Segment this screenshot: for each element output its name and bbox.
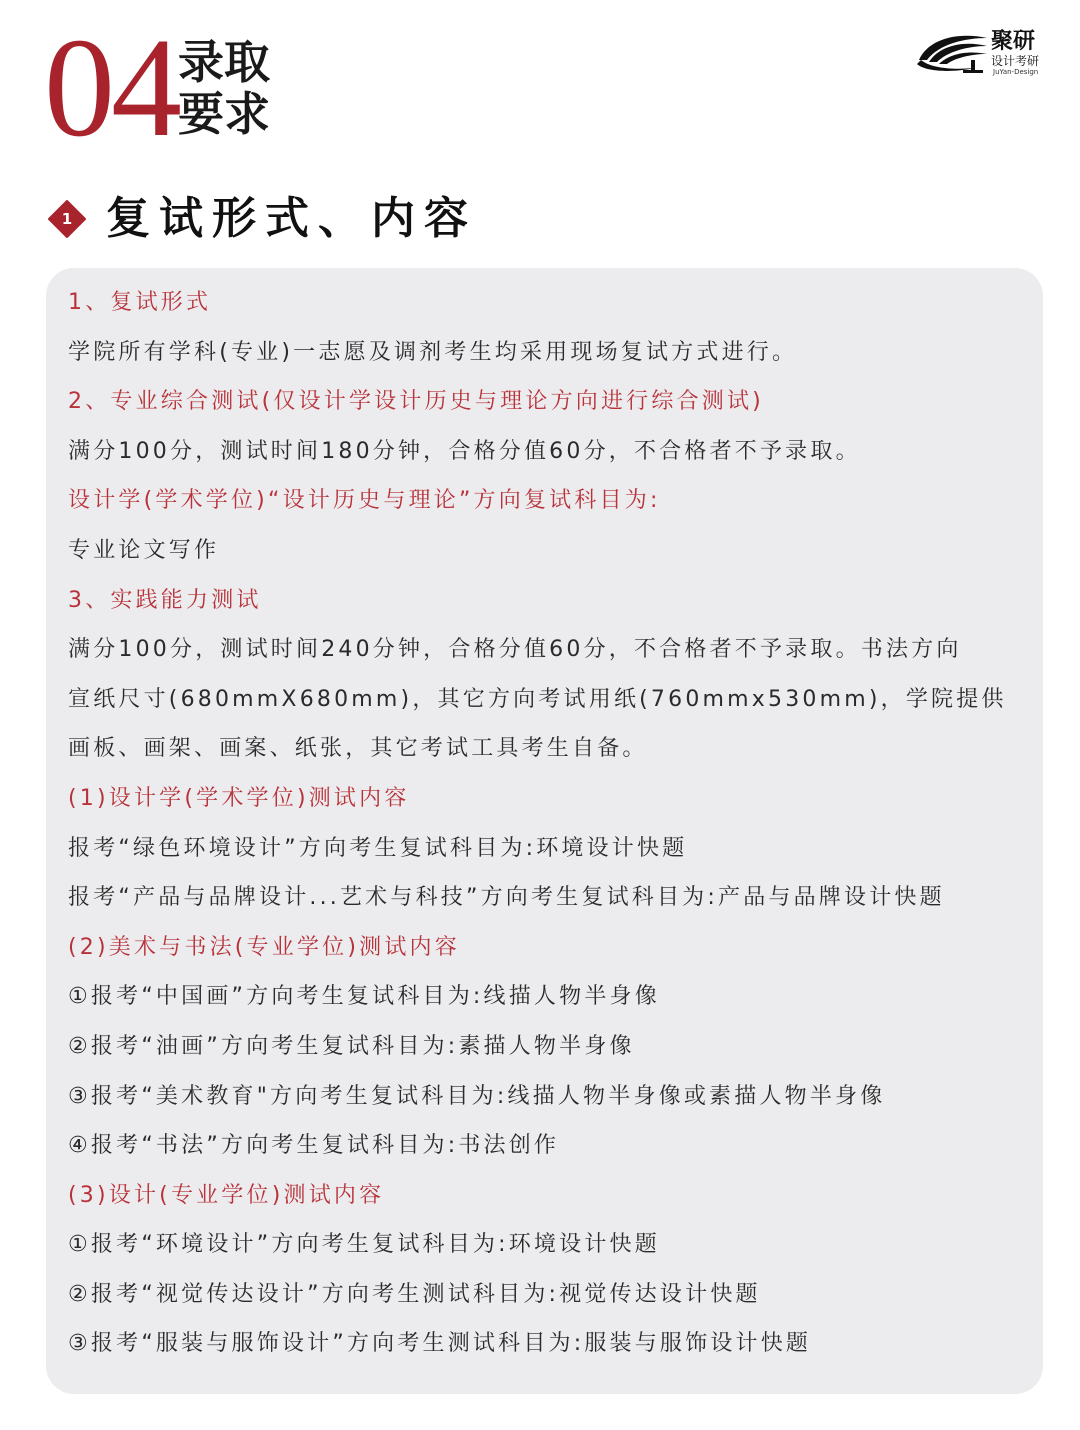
content-line: 学院所有学科(专业)一志愿及调剂考生均采用现场复试方式进行。 bbox=[68, 339, 798, 365]
content-line: ②报考“油画”方向考生复试科目为:素描人物半身像 bbox=[68, 1033, 635, 1059]
chapter-title bbox=[178, 36, 270, 140]
content-line: 满分100分，测试时间240分钟，合格分值60分，不合格者不予录取。书法方向 bbox=[68, 637, 962, 663]
content-line: 2、专业综合测试(仅设计学设计历史与理论方向进行综合测试) bbox=[68, 389, 764, 415]
chapter-title-line-1: 录取 bbox=[178, 35, 270, 89]
content-line: 3、实践能力测试 bbox=[68, 587, 262, 613]
content-line: 宣纸尺寸(680mmX680mm)，其它方向考试用纸(760mmx530mm)，学院提供 bbox=[68, 686, 1007, 712]
content-line: ①报考“环境设计”方向考生复试科目为:环境设计快题 bbox=[68, 1232, 660, 1258]
content-line: 报考“绿色环境设计”方向考生复试科目为:环境设计快题 bbox=[68, 835, 688, 861]
content-line: ③报考“美术教育"方向考生复试科目为:线描人物半身像或素描人物半身像 bbox=[68, 1083, 886, 1109]
content-line: 设计学(学术学位)“设计历史与理论”方向复试科目为: bbox=[68, 488, 661, 514]
section-index: 1 bbox=[61, 210, 73, 228]
content-line: 报考“产品与品牌设计...艺术与科技”方向考生复试科目为:产品与品牌设计快题 bbox=[68, 885, 945, 911]
content-line: 满分100分，测试时间180分钟，合格分值60分，不合格者不予录取。 bbox=[68, 438, 861, 464]
content-line: ①报考“中国画”方向考生复试科目为:线描人物半身像 bbox=[68, 984, 660, 1010]
content-line: ④报考“书法”方向考生复试科目为:书法创作 bbox=[68, 1133, 560, 1159]
content-line: (2)美术与书法(专业学位)测试内容 bbox=[68, 934, 460, 960]
content-line: ②报考“视觉传达设计”方向考生测试科目为:视觉传达设计快题 bbox=[68, 1281, 761, 1307]
content-line: (3)设计(专业学位)测试内容 bbox=[68, 1182, 385, 1208]
content-line: 专业论文写作 bbox=[68, 537, 220, 563]
content-line: 1、复试形式 bbox=[68, 290, 212, 315]
content-line: (1)设计学(学术学位)测试内容 bbox=[68, 785, 410, 811]
logo-swoosh-icon bbox=[915, 30, 991, 78]
section-title: 复试形式、内容 bbox=[106, 193, 477, 244]
logo-name: 聚研 bbox=[991, 29, 1036, 54]
content-line: 画板、画架、画案、纸张，其它考试工具考生自备。 bbox=[68, 736, 648, 762]
page-header bbox=[0, 0, 1080, 166]
chapter-number: 04 bbox=[44, 8, 178, 166]
logo-english: JuYan-Design bbox=[993, 68, 1039, 76]
content-lines bbox=[68, 278, 1028, 1369]
brand-logo bbox=[915, 30, 1055, 78]
content-line: ③报考“服装与服饰设计”方向考生测试科目为:服装与服饰设计快题 bbox=[68, 1331, 812, 1357]
logo-subtitle: 设计考研 bbox=[991, 54, 1040, 68]
chapter-title-line-2: 要求 bbox=[178, 87, 270, 141]
